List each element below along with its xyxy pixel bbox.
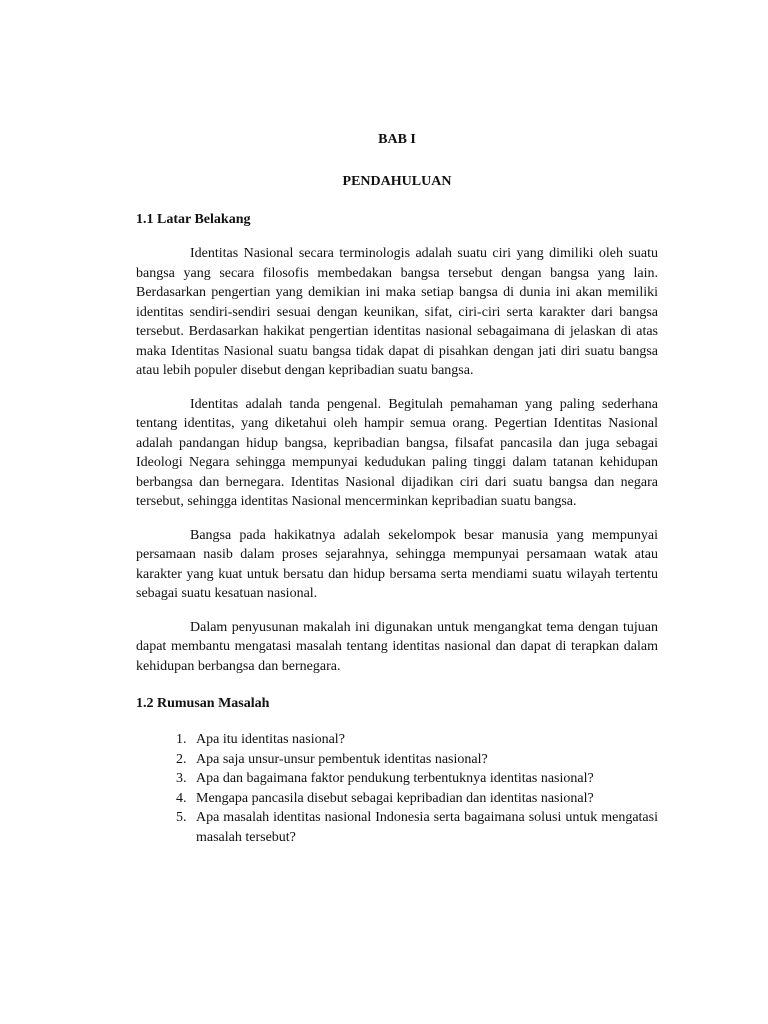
problem-list (136, 730, 658, 847)
paragraph: Identitas Nasional secara terminologis adalah suatu ciri yang dimiliki oleh suatu bangsa yang secara filosofis membedakan bangsa tersebut dengan bangsa yang lain. Berdasarkan pengertian yang demikian ini maka setiap bangsa di dunia ini akan memiliki identitas sendiri-sendiri sesuai dengan keunikan, sifat, ciri-ciri serta karakter dari bangsa tersebut. Berdasarkan hakikat pengertian identitas nasional sebagaimana di jelaskan di atas maka Identitas Nasional suatu bangsa tidak dapat di pisahkan dengan jati diri suatu bangsa atau lebih populer disebut dengan kepribadian suatu bangsa. (136, 246, 658, 378)
chapter-title: PENDAHULUAN (342, 174, 452, 189)
paragraph: Dalam penyusunan makalah ini digunakan untuk mengangkat tema dengan tujuan dapat membantu mengatasi masalah tentang identitas nasional dan dapat di terapkan dalam kehidupan berbangsa dan bernegara. (136, 619, 658, 674)
list-item: 3. Apa dan bagaimana faktor pendukung terbentuknya identitas nasional? (190, 769, 658, 789)
list-item: 2. Apa saja unsur-unsur pembentuk identitas nasional? (190, 750, 658, 770)
document-page (136, 130, 658, 847)
section-heading-latar-belakang: 1.1 Latar Belakang (136, 212, 251, 227)
list-item: 1. Apa itu identitas nasional? (190, 730, 658, 750)
paragraph: Identitas adalah tanda pengenal. Begitulah pemahaman yang paling sederhana tentang identitas, yang diketahui oleh hampir semua orang. Pegertian Identitas Nasional adalah pandangan hidup bangsa, kepribadian bangsa, filsafat pancasila dan juga sebagai Ideologi Negara sehingga mempunyai kedudukan paling tinggi dalam tatanan kehidupan berbangsa dan bernegara. Identitas Nasional dijadikan ciri dari suatu bangsa dan negara tersebut, sehingga identitas Nasional mencerminkan kepribadian suatu bangsa. (136, 396, 658, 509)
section-heading-rumusan-masalah: 1.2 Rumusan Masalah (136, 696, 270, 711)
list-item: 4. Mengapa pancasila disebut sebagai kepribadian dan identitas nasional? (190, 789, 658, 809)
list-item: 5. Apa masalah identitas nasional Indonesia serta bagaimana solusi untuk mengatasi masalah tersebut? (190, 808, 658, 847)
chapter-number: BAB I (378, 132, 416, 147)
paragraph: Bangsa pada hakikatnya adalah sekelompok besar manusia yang mempunyai persamaan nasib dalam proses sejarahnya, sehingga mempunyai persamaan watak atau karakter yang kuat untuk bersatu dan hidup bersama serta mendiami suatu wilayah tertentu sebagai suatu kesatuan nasional. (136, 527, 658, 601)
